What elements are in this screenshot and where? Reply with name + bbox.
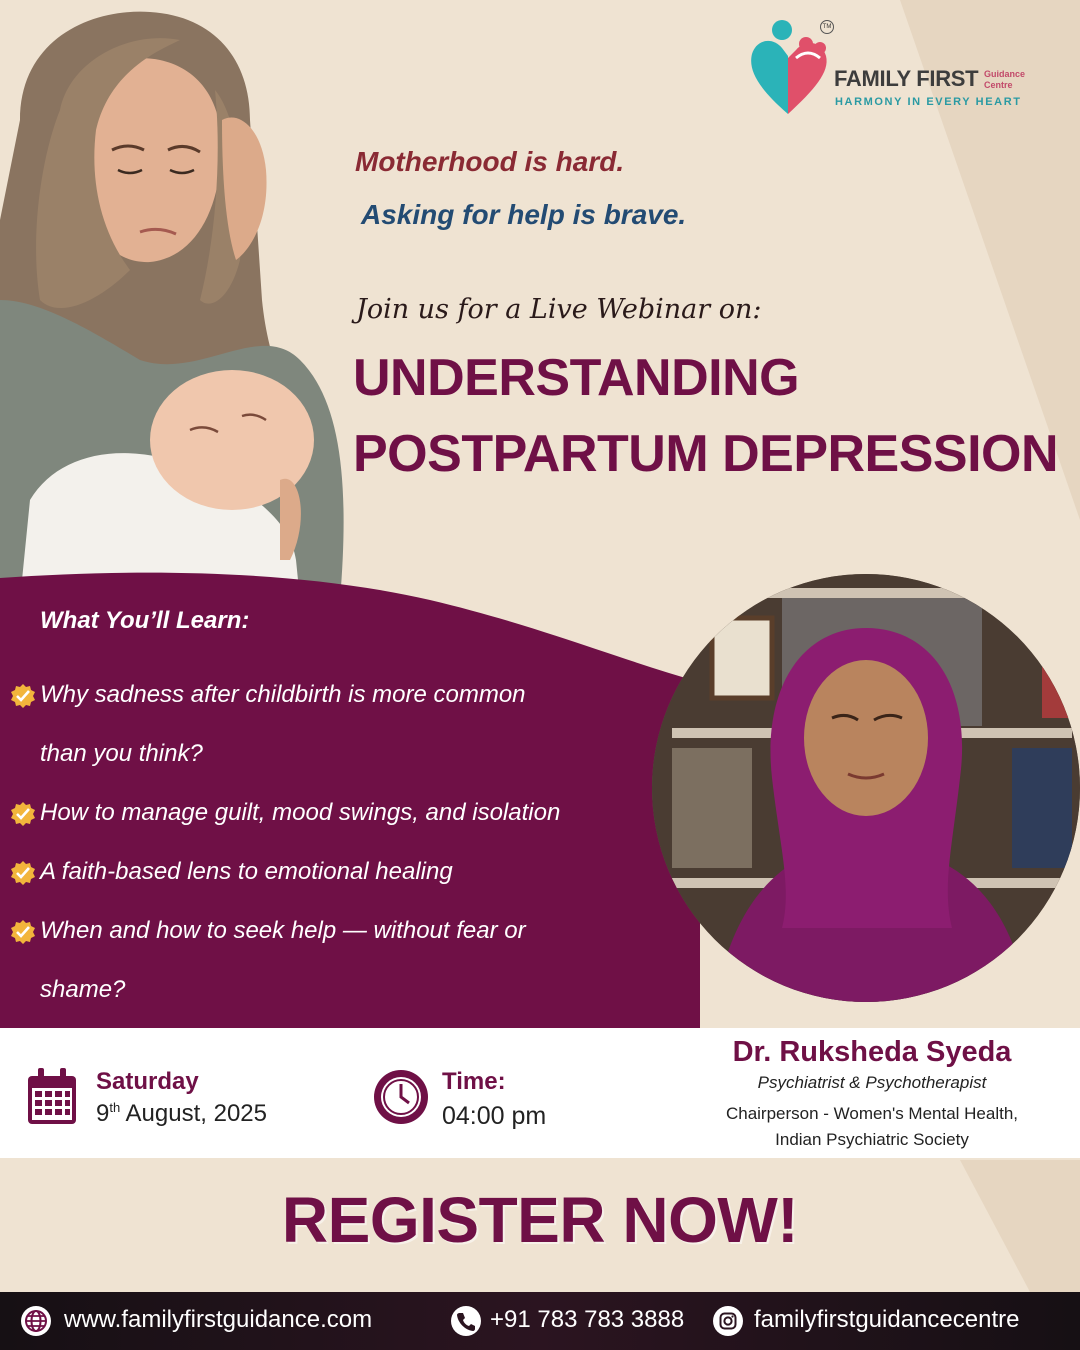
heart-family-logo-icon [748,18,832,118]
event-date-day: 9 [96,1100,110,1127]
time-label: Time: [442,1068,506,1095]
time-value: 04:00 pm [442,1102,547,1130]
footer-instagram[interactable]: familyfirstguidancecentre [754,1306,1020,1333]
learn-item-text: How to manage guilt, mood swings, and isolation [40,799,561,826]
event-day: Saturday [96,1068,199,1095]
event-date-rest: August, 2025 [120,1100,267,1127]
learn-item [10,901,660,1019]
footer-website[interactable]: www.familyfirstguidance.com [64,1306,373,1333]
learn-item-text-cont: shame? [40,976,126,1003]
brand-subtitle-line1: Guidance [984,69,1026,79]
learn-item [10,783,660,842]
brand-tagline: HARMONY IN EVERY HEART [835,96,1022,108]
webinar-title-line1: UNDERSTANDING [353,349,800,407]
speaker-name: Dr. Ruksheda Syeda [732,1036,1012,1068]
event-date-suffix: th [109,1100,121,1115]
learn-item [10,842,660,901]
learn-item-text: When and how to seek help — without fear or [40,917,526,944]
webinar-intro: Join us for a Live Webinar on: [356,294,762,325]
speaker-role: Psychiatrist & Psychotherapist [757,1073,987,1092]
learn-item [10,665,660,783]
globe-icon [20,1305,52,1337]
brand-subtitle-line2: Centre [984,80,1013,90]
learn-heading: What You’ll Learn: [40,607,250,634]
instagram-icon [712,1305,744,1337]
learn-item-text: Why sadness after childbirth is more common [40,681,526,708]
mother-with-baby-image [0,0,360,600]
tagline-motherhood: Motherhood is hard. [355,146,625,177]
brand-subtitle [984,69,1034,91]
speaker-photo [652,548,1080,1028]
register-now-cta[interactable]: REGISTER NOW! [281,1184,799,1256]
event-date [96,1100,267,1128]
speaker-position [680,1101,1064,1153]
webinar-title-line2: POSTPARTUM DEPRESSION [353,425,1059,483]
check-badge-icon [10,683,36,709]
speaker-position-line2: Indian Psychiatric Society [775,1130,969,1149]
learn-item-text: A faith-based lens to emotional healing [40,858,453,885]
clock-icon [372,1068,430,1126]
calendar-icon [26,1068,78,1126]
check-badge-icon [10,860,36,886]
brand-logo [748,18,1048,118]
learn-item-text-cont: than you think? [40,740,203,767]
speaker-position-line1: Chairperson - Women's Mental Health, [725,1104,1019,1123]
check-badge-icon [10,801,36,827]
trademark-mark: TM [820,20,834,34]
phone-icon [450,1305,482,1337]
tagline-brave: Asking for help is brave. [361,199,687,230]
footer-phone[interactable]: +91 783 783 3888 [490,1306,685,1333]
learn-list [10,665,660,1019]
check-badge-icon [10,919,36,945]
brand-name: FAMILY FIRST [834,66,979,91]
